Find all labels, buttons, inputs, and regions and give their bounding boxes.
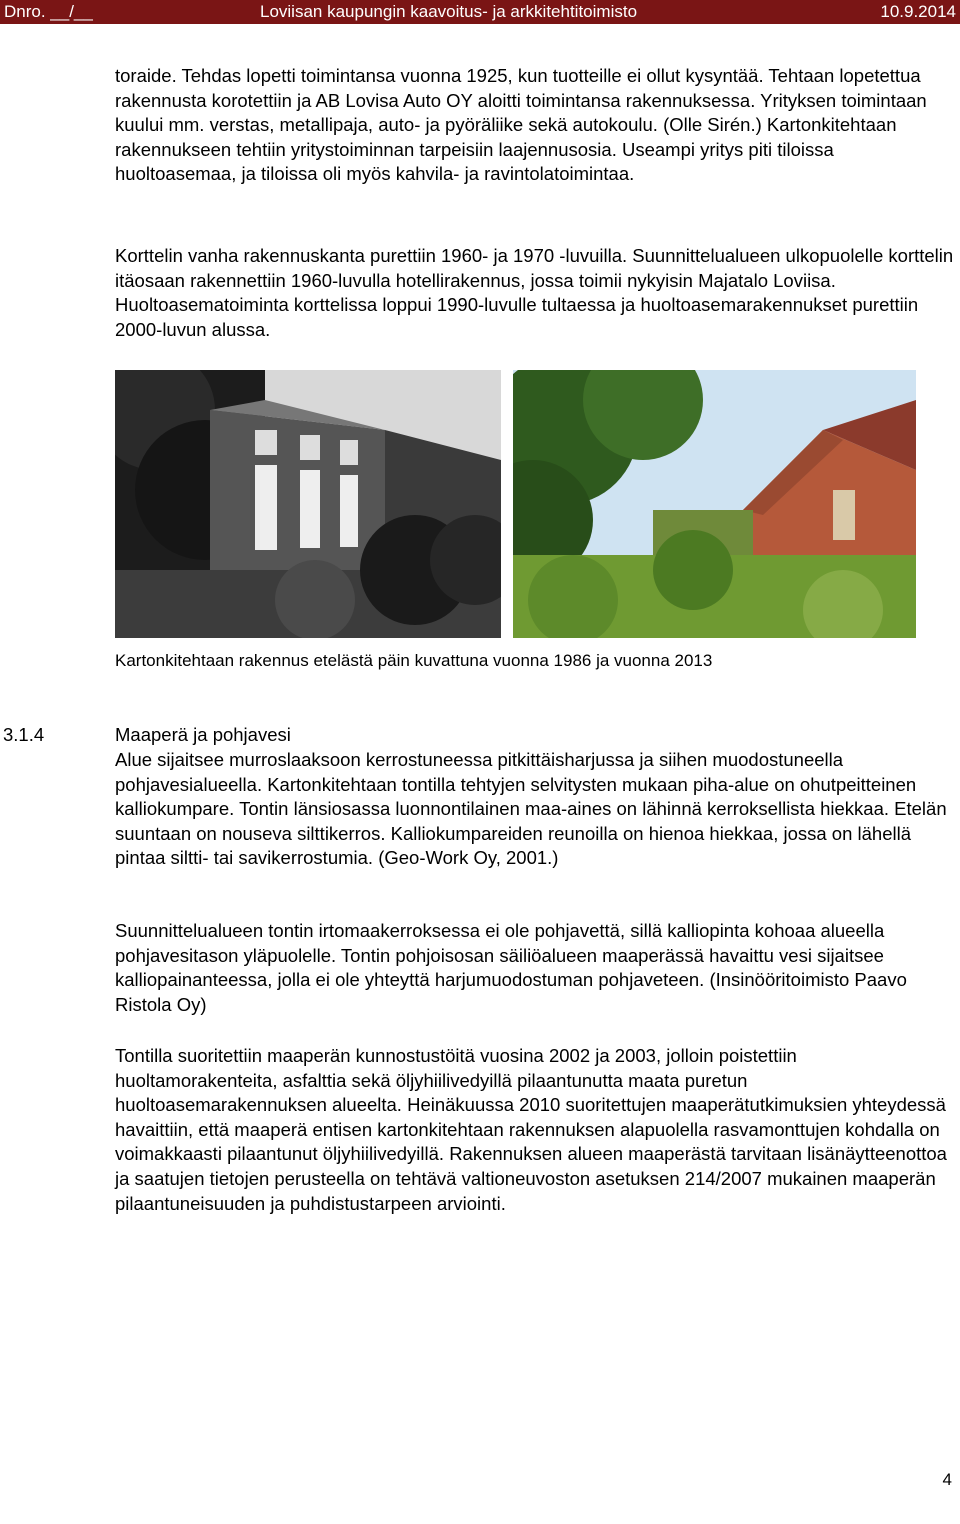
paragraph-soil-remediation: Tontilla suoritettiin maaperän kunnostustöitä vuosina 2002 ja 2003, jolloin poistettiin huoltamorakenteita, asfalttia sekä öljyhiilivedyillä pilaantunutta maata puretun huoltoasemarakennuksen alueelta. Heinäkuussa 2010 suoritettujen maaperätutkimuksien yhteydessä havaittiin, että maaperä entisen kartonkitehtaan rakennuksen alapuolella rasvamonttujen kohdalla on voimakkaasti pilaantunut öljyhiilivedyillä. Rakennuksen alueen maaperästä tarvitaan lisänäytteenottoa ja saatujen tietojen perusteella on tehtävä valtioneuvoston asetuksen 214/2007 mukainen maaperän pilaantuneisuuden ja puhdistustarpeen arviointi. (115, 1045, 947, 1214)
section-title: Maaperä ja pohjavesi (115, 724, 291, 745)
header-date: 10.9.2014 (880, 2, 956, 21)
figure-caption: Kartonkitehtaan rakennus etelästä päin kuvattuna vuonna 1986 ja vuonna 2013 (115, 651, 713, 670)
page-number: 4 (942, 1470, 952, 1489)
document-header (0, 0, 960, 24)
paragraph-soil-description: Alue sijaitsee murroslaaksoon kerrostuneessa pitkittäisharjussa ja siihen muodostuneella pohjavesialueella. Kartonkitehtaan tontilla tehtyjen selvitysten mukaan piha-alue on ohutpeitteinen kalliokumpare. Tontin länsiosassa luonnontilainen maa-aines on lähinnä kerroksellista hiekkaa. Etelän suuntaan on nouseva silttikerros. Kalliokumpareiden reunoilla on hienoa hiekkaa, jossa on lähellä pintaa siltti- tai savikerrostumia. (Geo-Work Oy, 2001.) (115, 749, 947, 869)
photo-building-1986 (115, 370, 501, 638)
section-number: 3.1.4 (3, 724, 45, 745)
paragraph-factory-history: toraide. Tehdas lopetti toimintansa vuonna 1925, kun tuotteille ei ollut kysyntää. Tehtaan lopetettua rakennusta korotettiin ja AB Lovisa Auto OY aloitti toimintansa rakennuksessa. Yrityksen toimintaan kuului mm. verstas, metallipaja, auto- ja pyöräliike sekä autokoulu. (Olle Sirén.) Kartonkitehtaan rakennukseen tehtiin yritystoiminnan tarpeisiin laajennusosia. Useampi yritys piti tiloissa huoltoasemaa, ja tiloissa oli myös kahvila- ja ravintolatoimintaa. (115, 65, 927, 185)
paragraph-block-demolition: Korttelin vanha rakennuskanta purettiin 1960- ja 1970 -luvuilla. Suunnittelualueen ulkopuolelle korttelin itäosaan rakennettiin 1960-luvulla hotellirakennus, jossa toimii nykyisin Majatalo Loviisa. Huoltoasematoiminta korttelissa loppui 1990-luvulle tultaessa ja huoltoasemarakennukset purettiin 2000-luvun alussa. (115, 245, 954, 340)
header-office-name: Loviisan kaupungin kaavoitus- ja arkkitehtitoimisto (260, 2, 638, 21)
photo-building-2013 (513, 370, 916, 638)
paragraph-groundwater: Suunnittelualueen tontin irtomaakerroksessa ei ole pohjavettä, sillä kalliopinta kohoaa alueella pohjavesitason yläpuolelle. Tontin pohjoisosan säiliöalueen maaperässä havaittu vesi sijaitsee kalliopainanteessa, jolla ei ole yhteyttä harjumuodostuman pohjaveteen. (Insinööritoimisto Paavo Ristola Oy) (115, 920, 907, 1015)
header-dnro: Dnro. __/__ (4, 2, 93, 21)
